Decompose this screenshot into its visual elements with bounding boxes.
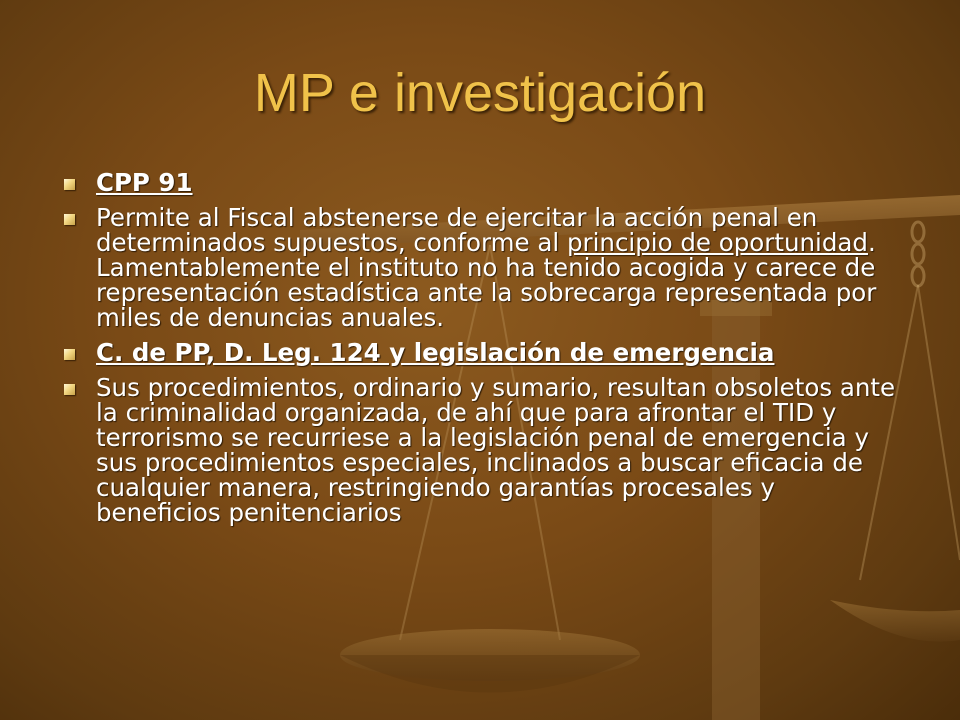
principio-oportunidad-link[interactable]: principio de oportunidad: [566, 228, 868, 257]
bullet-text: [96, 203, 876, 332]
bullet-text-after: . Lamentablemente el instituto no ha tenido acogida y carece de representación estadística ante la sobrecarga representada por miles de denuncias anuales.: [96, 228, 877, 332]
bullet-item: [60, 205, 900, 330]
bullet-item: [60, 170, 900, 195]
bullet-square-icon: [64, 179, 75, 190]
bullet-square-icon: [64, 214, 75, 225]
bullet-heading-cpp91[interactable]: CPP 91: [96, 168, 193, 197]
bullet-list: [60, 170, 900, 535]
slide-title: MP e investigación: [253, 63, 707, 123]
bullet-square-icon: [64, 349, 75, 360]
bullet-square-icon: [64, 384, 75, 395]
bullet-item: [60, 375, 900, 525]
bullet-text: Sus procedimientos, ordinario y sumario, resultan obsoletos ante la criminalidad organizada, de ahí que para afrontar el TID y terrorismo se recurriese a la legislación penal de emergencia y sus procedimientos especiales, inclinados a buscar eficacia de cualquier manera, restringiendo garantías procesales y beneficios penitenciarios: [96, 373, 896, 527]
bullet-item: [60, 340, 900, 365]
bullet-heading-cpp-dleg124[interactable]: C. de PP, D. Leg. 124 y legislación de emergencia: [96, 338, 775, 367]
bullet-text-before: Permite al Fiscal abstenerse de ejercitar la acción penal en determinados supuestos, conforme al: [96, 203, 818, 257]
